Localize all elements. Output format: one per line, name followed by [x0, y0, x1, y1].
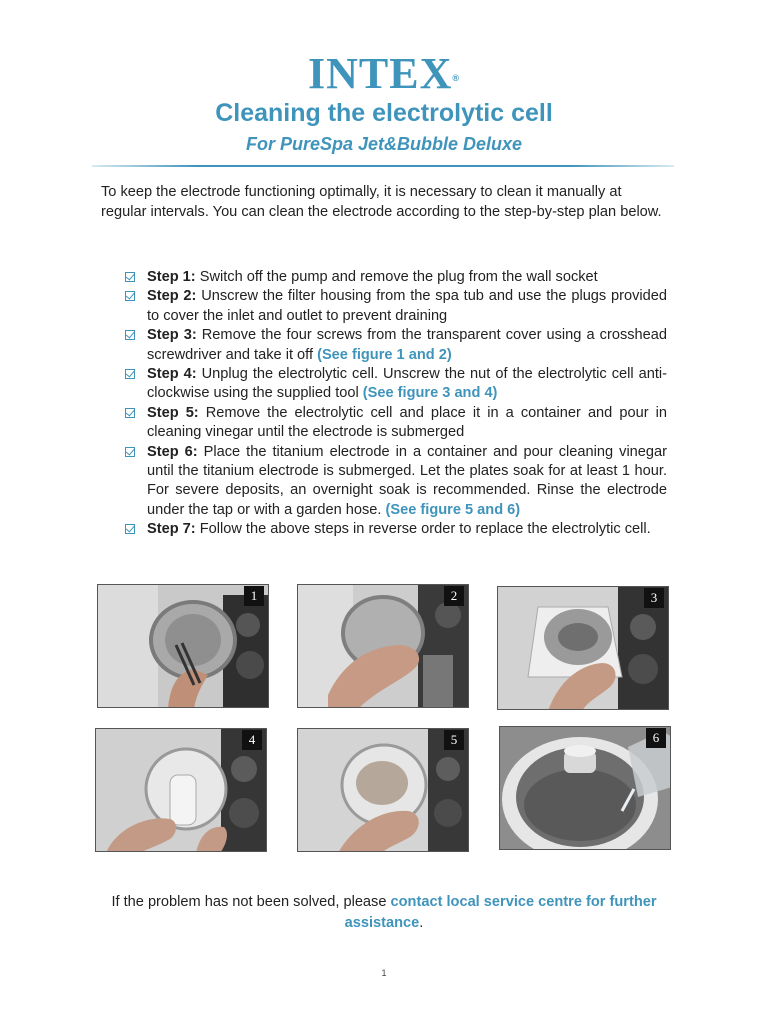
footer-end: .: [419, 915, 424, 931]
figure-4-photo: [95, 728, 267, 852]
registered-mark: ®: [452, 73, 460, 83]
page-number: 1: [381, 968, 387, 978]
figure-2-photo: [297, 584, 469, 708]
step-figure-ref: (See figure 3 and 4): [362, 385, 498, 402]
footer-note: [90, 892, 678, 934]
figure-number: 5: [444, 730, 464, 750]
step-item: [124, 287, 667, 326]
step-item: [124, 326, 667, 365]
figure-3-photo: [497, 586, 669, 710]
step-item: [124, 404, 667, 443]
step-label: Step 6:: [147, 443, 198, 460]
figure-number: 1: [244, 586, 264, 606]
figure-number: 2: [444, 586, 464, 606]
service-centre-link[interactable]: contact local service centre for further assistance: [344, 894, 657, 931]
step-text: Remove the electrolytic cell and place it in a container and pour in cleaning vinegar until the electrode is submerged: [147, 404, 667, 441]
step-text: Remove the four screws from the transparent cover using a crosshead screwdriver and take it off: [147, 327, 668, 363]
step-text: Unscrew the filter housing from the spa tub and use the plugs provided to cover the inlet and outlet to prevent draining: [147, 288, 668, 324]
checkbox-icon: [125, 291, 135, 301]
figure-6-photo: [499, 726, 671, 850]
step-item: [124, 443, 667, 521]
page-title: Cleaning the electrolytic cell: [215, 99, 553, 127]
step-label: Step 4:: [147, 366, 197, 383]
figure-number: 3: [644, 588, 664, 608]
step-item: [124, 365, 667, 404]
checkbox-icon: [125, 408, 135, 418]
page-subtitle: For PureSpa Jet&Bubble Deluxe: [245, 134, 523, 154]
step-item: [124, 520, 667, 539]
step-figure-ref: (See figure 1 and 2): [317, 346, 452, 363]
step-label: Step 5:: [147, 404, 199, 421]
figure-5-photo: [297, 728, 469, 852]
brand-logo-text: INTEX: [307, 49, 453, 98]
figure-number: 4: [242, 730, 262, 750]
checkbox-icon: [125, 272, 135, 282]
step-label: Step 1:: [147, 269, 196, 285]
checkbox-icon: [125, 447, 135, 457]
step-item: [124, 268, 667, 287]
step-label: Step 3:: [147, 327, 197, 344]
step-figure-ref: (See figure 5 and 6): [385, 501, 521, 518]
step-text: Follow the above steps in reverse order to replace the electrolytic cell.: [195, 521, 651, 538]
step-text: Place the titanium electrode in a container and pour cleaning vinegar until the titanium electrode is submerged. Let the plates soak for at least 1 hour. For severe deposits, an overnight soak is recommended. Rinse the electrode under the tap or with a garden hose.: [147, 443, 668, 518]
checkbox-icon: [125, 524, 135, 534]
step-text: Unplug the electrolytic cell. Unscrew the nut of the electrolytic cell anti-clockwise using the supplied tool: [147, 366, 668, 402]
checkbox-icon: [125, 369, 135, 379]
intro-paragraph: To keep the electrode functioning optimally, it is necessary to clean it manually at regular intervals. You can clean the electrode according to the step-by-step plan below.: [101, 184, 662, 220]
title-divider: [92, 165, 674, 167]
step-text: Switch off the pump and remove the plug from the wall socket: [195, 269, 598, 285]
checkbox-icon: [125, 330, 135, 340]
figure-number: 6: [646, 728, 666, 748]
figure-1-photo: [97, 584, 269, 708]
footer-text: If the problem has not been solved, please: [111, 894, 391, 910]
step-label: Step 2:: [147, 288, 197, 305]
steps-list: [124, 268, 667, 540]
brand-logo: [0, 50, 768, 98]
step-label: Step 7:: [147, 521, 196, 538]
